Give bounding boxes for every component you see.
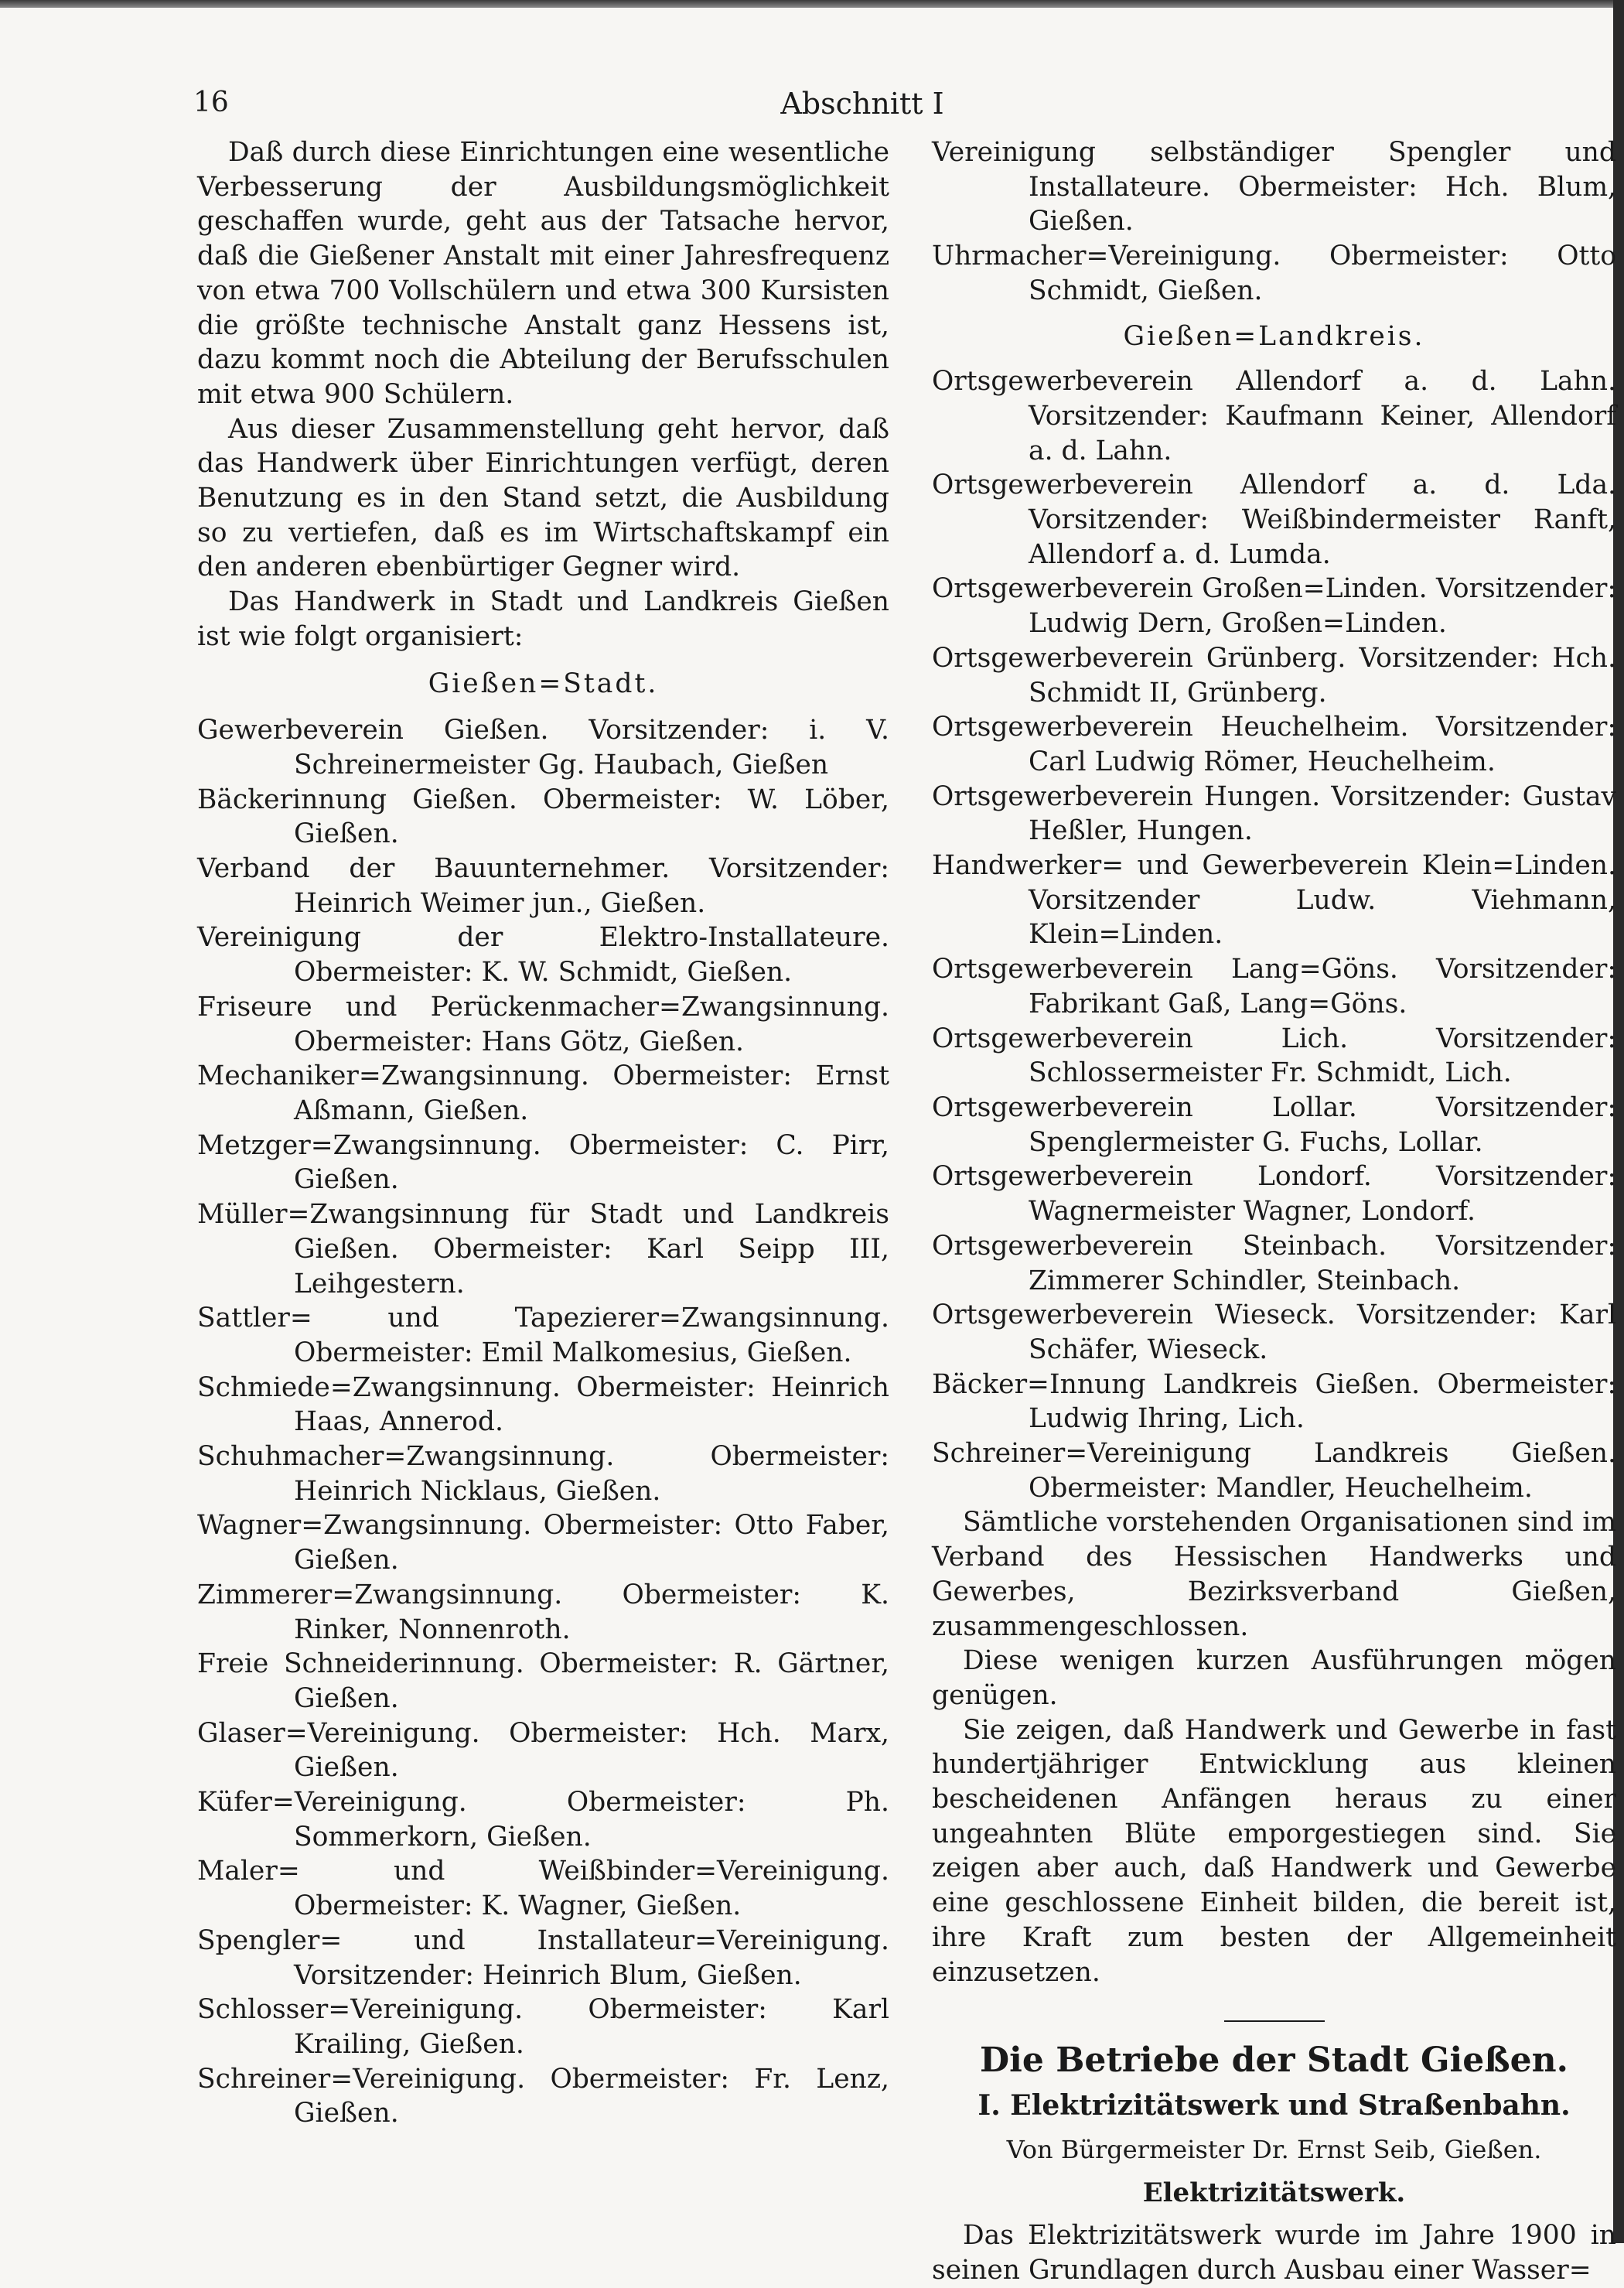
list-item: Ortsgewerbeverein Hungen. Vorsitzender: Gustav Heßler, Hungen. xyxy=(932,780,1616,847)
intro-paragraph: Daß durch diese Einrichtungen eine wesentliche Verbesserung der Ausbildungsmöglichkeit geschaffen wurde, geht aus der Tatsache hervor, daß die Gießener Anstalt mit einer Jahresfrequenz von etwa 700 Vollschülern und etwa 300 Kursisten die größte technische Anstalt ganz Hessens ist, dazu kommt noch die Abteilung der Berufsschulen mit etwa 900 Schülern. xyxy=(197,137,889,410)
list-item: Schmiede=Zwangsinnung. Obermeister: Heinrich Haas, Annerod. xyxy=(197,1371,889,1438)
intro-paragraph: Das Handwerk in Stadt und Landkreis Gießen ist wie folgt organisiert: xyxy=(197,586,889,652)
section-title-landkreis: Gießen=Landkreis. xyxy=(1123,320,1425,352)
list-item: Handwerker= und Gewerbeverein Klein=Linden. Vorsitzender Ludw. Viehmann, Klein=Linden. xyxy=(932,850,1616,951)
list-item: Ortsgewerbeverein Lang=Göns. Vorsitzender: Fabrikant Gaß, Lang=Göns. xyxy=(932,954,1616,1019)
list-item: Ortsgewerbeverein Grünberg. Vorsitzender: Hch. Schmidt II, Grünberg. xyxy=(932,642,1616,709)
list-item: Bäcker=Innung Landkreis Gießen. Obermeister: Ludwig Ihring, Lich. xyxy=(932,1368,1616,1435)
page-number: 16 xyxy=(193,87,229,118)
list-item: Küfer=Vereinigung. Obermeister: Ph. Sommerkorn, Gießen. xyxy=(197,1787,889,1853)
list-item: Wagner=Zwangsinnung. Obermeister: Otto Faber, Gießen. xyxy=(197,1510,889,1576)
article-title: Die Betriebe der Stadt Gießen. xyxy=(980,2040,1568,2081)
list-item: Schreiner=Vereinigung Landkreis Gießen. Obermeister: Mandler, Heuchelheim. xyxy=(932,1438,1616,1504)
list-item: Schlosser=Vereinigung. Obermeister: Karl Krailing, Gießen. xyxy=(197,1994,889,2060)
right-column xyxy=(932,135,1616,2288)
list-item: Ortsgewerbeverein Allendorf a. d. Lda. Vorsitzender: Weißbindermeister Ranft, Allendorf a. d. Lumda. xyxy=(932,470,1616,570)
list-item: Ortsgewerbeverein Londorf. Vorsitzender: Wagnermeister Wagner, Londorf. xyxy=(932,1161,1616,1228)
list-item: Ortsgewerbeverein Wieseck. Vorsitzender: Karl Schäfer, Wieseck. xyxy=(932,1299,1616,1365)
list-item: Maler= und Weißbinder=Vereinigung. Obermeister: K. Wagner, Gießen. xyxy=(197,1856,889,1922)
article-byline: Von Bürgermeister Dr. Ernst Seib, Gießen. xyxy=(1006,2135,1542,2165)
list-item: Schreiner=Vereinigung. Obermeister: Fr. Lenz, Gießen. xyxy=(197,2063,889,2129)
list-item: Ortsgewerbeverein Großen=Linden. Vorsitzender: Ludwig Dern, Großen=Linden. xyxy=(932,573,1616,640)
list-item: Bäckerinnung Gießen. Obermeister: W. Löber, Gießen. xyxy=(197,784,889,850)
list-item: Verband der Bauunternehmer. Vorsitzender: Heinrich Weimer jun., Gießen. xyxy=(197,853,889,919)
list-item: Glaser=Vereinigung. Obermeister: Hch. Marx, Gießen. xyxy=(197,1717,889,1784)
running-head: Abschnitt I xyxy=(780,87,944,121)
article-subtitle: I. Elektrizitätswerk und Straßenbahn. xyxy=(977,2089,1571,2122)
list-item: Ortsgewerbeverein Allendorf a. d. Lahn. Vorsitzender: Kaufmann Keiner, Allendorf a. d. Lahn. xyxy=(932,366,1616,466)
closing-paragraph: Sämtliche vorstehenden Organisationen sind im Verband des Hessischen Handwerks und Gewerbes, Bezirksverband Gießen, zusammengeschlossen. xyxy=(932,1507,1616,1642)
list-item: Vereinigung selbständiger Spengler und Installateure. Obermeister: Hch. Blum, Gießen. xyxy=(932,137,1616,237)
list-item: Gewerbeverein Gießen. Vorsitzender: i. V. Schreinermeister Gg. Haubach, Gießen xyxy=(197,715,889,780)
closing-paragraph: Diese wenigen kurzen Ausführungen mögen genügen. xyxy=(932,1645,1616,1711)
list-item: Ortsgewerbeverein Lollar. Vorsitzender: Spenglermeister G. Fuchs, Lollar. xyxy=(932,1091,1616,1158)
list-item: Sattler= und Tapezierer=Zwangsinnung. Obermeister: Emil Malkomesius, Gießen. xyxy=(197,1303,889,1368)
list-item: Uhrmacher=Vereinigung. Obermeister: Otto Schmidt, Gießen. xyxy=(932,241,1616,306)
article-paragraph: Das Elektrizitätswerk wurde im Jahre 1900 in seinen Grundlagen durch Ausbau einer Wasser= xyxy=(932,2220,1616,2286)
closing-paragraph: Sie zeigen, daß Handwerk und Gewerbe in fast hundertjähriger Entwicklung aus kleinen bescheidenen Anfängen heraus zu einer ungeahnten Blüte emporgestiegen sind. Sie zeigen aber auch, daß Handwerk und Gewerbe eine geschlossene Einheit bilden, die bereit ist, ihre Kraft zum besten der Allgemeinheit einzusetzen. xyxy=(932,1714,1616,1988)
list-item: Spengler= und Installateur=Vereinigung. Vorsitzender: Heinrich Blum, Gießen. xyxy=(197,1924,889,1991)
list-item: Metzger=Zwangsinnung. Obermeister: C. Pirr, Gießen. xyxy=(197,1129,889,1196)
list-item: Freie Schneiderinnung. Obermeister: R. Gärtner, Gießen. xyxy=(197,1648,889,1714)
subsection-title: Elektrizitätswerk. xyxy=(1142,2177,1406,2209)
scan-top-edge xyxy=(0,0,1624,8)
list-item: Ortsgewerbeverein Heuchelheim. Vorsitzender: Carl Ludwig Römer, Heuchelheim. xyxy=(932,712,1616,777)
list-item: Friseure und Perückenmacher=Zwangsinnung. Obermeister: Hans Götz, Gießen. xyxy=(197,991,889,1057)
list-item: Mechaniker=Zwangsinnung. Obermeister: Ernst Aßmann, Gießen. xyxy=(197,1060,889,1126)
list-item: Zimmerer=Zwangsinnung. Obermeister: K. Rinker, Nonnenroth. xyxy=(197,1579,889,1645)
left-column xyxy=(197,135,889,2131)
intro-paragraph: Aus dieser Zusammenstellung geht hervor, daß das Handwerk über Einrichtungen verfügt, deren Benutzung es in den Stand setzt, die Ausbildung so zu vertiefen, daß es im Wirtschaftskampf ein den anderen ebenbürtiger Gegner wird. xyxy=(197,413,889,583)
list-item: Vereinigung der Elektro-Installateure. Obermeister: K. W. Schmidt, Gießen. xyxy=(197,922,889,989)
page-header xyxy=(193,87,1531,125)
section-title-stadt: Gießen=Stadt. xyxy=(428,668,659,699)
list-item: Schuhmacher=Zwangsinnung. Obermeister: Heinrich Nicklaus, Gießen. xyxy=(197,1441,889,1507)
list-item: Ortsgewerbeverein Lich. Vorsitzender: Schlossermeister Fr. Schmidt, Lich. xyxy=(932,1023,1616,1089)
list-item: Müller=Zwangsinnung für Stadt und Landkreis Gießen. Obermeister: Karl Seipp III, Leihgestern. xyxy=(197,1199,889,1299)
list-item: Ortsgewerbeverein Steinbach. Vorsitzender: Zimmerer Schindler, Steinbach. xyxy=(932,1230,1616,1296)
